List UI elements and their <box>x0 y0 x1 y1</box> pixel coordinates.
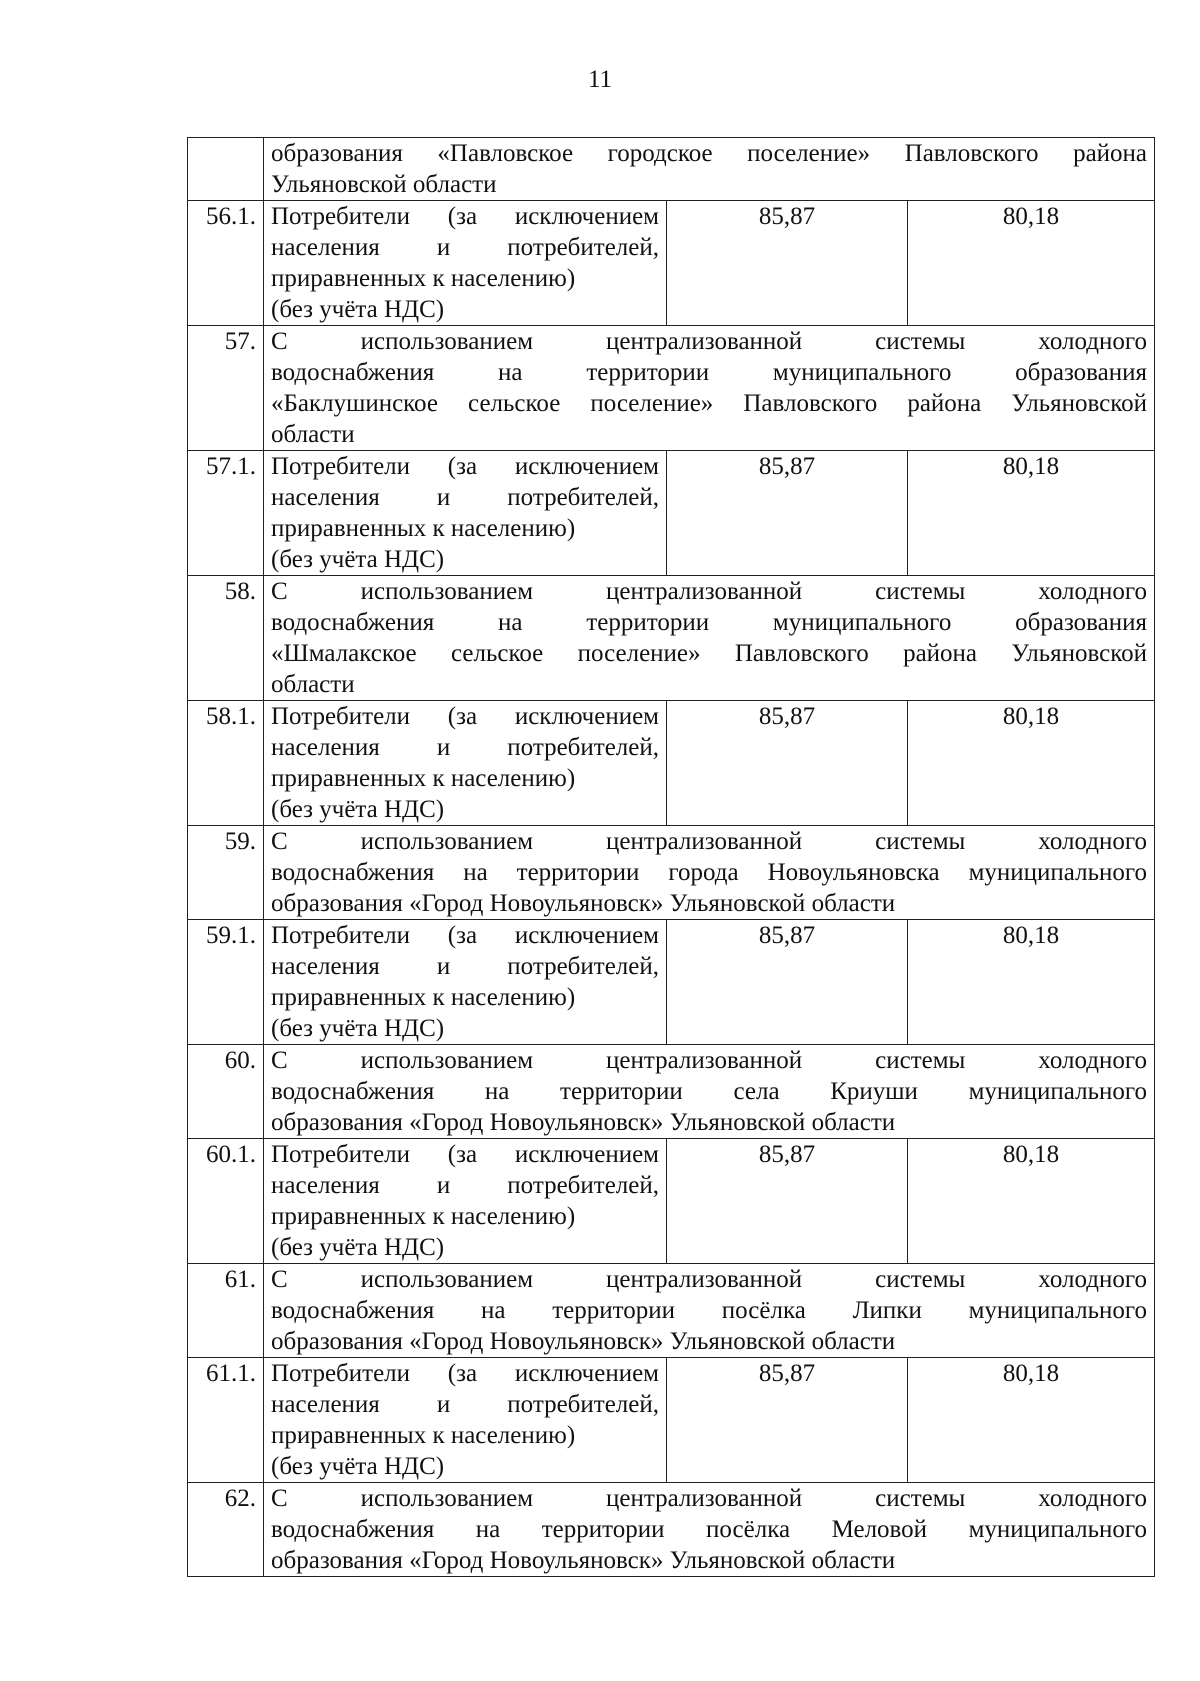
consumer-label-line: населения и потребителей, <box>271 953 659 980</box>
row-number-cell: 57.1. <box>188 451 264 576</box>
consumer-label-line: (без учёта НДС) <box>271 796 445 823</box>
consumer-label-line: населения и потребителей, <box>271 1172 659 1199</box>
consumer-label-line: (без учёта НДС) <box>271 1453 445 1480</box>
table-row <box>188 826 1155 920</box>
table-row <box>188 920 1155 1045</box>
section-header-line: образования «Павловское городское поселение» Павловского района <box>271 140 1148 167</box>
consumer-label-line: Потребители (за исключением <box>271 1141 659 1168</box>
tariff-table <box>187 137 1155 1577</box>
consumer-label-line: (без учёта НДС) <box>271 1015 445 1042</box>
section-header-cell <box>264 326 1155 451</box>
section-header-line: области <box>271 671 355 698</box>
tariff-value-2: 80,18 <box>908 451 1155 576</box>
tariff-value-2: 80,18 <box>908 1139 1155 1264</box>
consumer-label-line: населения и потребителей, <box>271 1391 659 1418</box>
consumer-label-line: населения и потребителей, <box>271 734 659 761</box>
section-header-line: водоснабжения на территории муниципального образования <box>271 359 1148 386</box>
tariff-value-1: 85,87 <box>667 1139 908 1264</box>
row-number-cell: 61. <box>188 1264 264 1358</box>
section-header-line: С использованием централизованной системы холодного <box>271 1266 1148 1293</box>
tariff-value-2: 80,18 <box>908 701 1155 826</box>
page-number: 11 <box>587 66 613 93</box>
table-row <box>188 1483 1155 1577</box>
consumer-label-cell <box>264 1358 667 1483</box>
row-number-cell: 56.1. <box>188 201 264 326</box>
section-header-line: образования «Город Новоульяновск» Ульяновской области <box>271 890 896 917</box>
row-number-cell: 60. <box>188 1045 264 1139</box>
tariff-value-1: 85,87 <box>667 701 908 826</box>
consumer-label-line: приравненных к населению) <box>271 765 576 792</box>
section-header-line: С использованием централизованной системы холодного <box>271 828 1148 855</box>
row-number-cell: 59.1. <box>188 920 264 1045</box>
section-header-line: водоснабжения на территории села Криуши муниципального <box>271 1078 1148 1105</box>
consumer-label-cell <box>264 701 667 826</box>
section-header-cell <box>264 1045 1155 1139</box>
tariff-value-2: 80,18 <box>908 920 1155 1045</box>
row-number-cell: 61.1. <box>188 1358 264 1483</box>
consumer-label-line: (без учёта НДС) <box>271 1234 445 1261</box>
row-number-cell: 58.1. <box>188 701 264 826</box>
consumer-label-line: приравненных к населению) <box>271 265 576 292</box>
section-header-line: образования «Город Новоульяновск» Ульяновской области <box>271 1547 896 1574</box>
consumer-label-line: (без учёта НДС) <box>271 546 445 573</box>
table-row <box>188 451 1155 576</box>
section-header-line: водоснабжения на территории посёлка Меловой муниципального <box>271 1516 1148 1543</box>
table-row <box>188 201 1155 326</box>
tariff-value-1: 85,87 <box>667 920 908 1045</box>
tariff-value-1: 85,87 <box>667 1358 908 1483</box>
row-number-cell: 60.1. <box>188 1139 264 1264</box>
section-header-cell <box>264 826 1155 920</box>
table-row <box>188 138 1155 201</box>
tariff-value-2: 80,18 <box>908 1358 1155 1483</box>
section-header-cell <box>264 138 1155 201</box>
table-row <box>188 576 1155 701</box>
consumer-label-cell <box>264 451 667 576</box>
section-header-line: области <box>271 421 355 448</box>
section-header-line: водоснабжения на территории посёлка Липки муниципального <box>271 1297 1148 1324</box>
table-row <box>188 326 1155 451</box>
section-header-cell <box>264 1483 1155 1577</box>
consumer-label-line: Потребители (за исключением <box>271 453 659 480</box>
consumer-label-line: приравненных к населению) <box>271 1422 576 1449</box>
consumer-label-line: Потребители (за исключением <box>271 203 659 230</box>
section-header-line: образования «Город Новоульяновск» Ульяновской области <box>271 1328 896 1355</box>
section-header-line: водоснабжения на территории города Новоульяновска муниципального <box>271 859 1148 886</box>
table-row <box>188 1264 1155 1358</box>
consumer-label-line: (без учёта НДС) <box>271 296 445 323</box>
consumer-label-line: Потребители (за исключением <box>271 703 659 730</box>
section-header-line: образования «Город Новоульяновск» Ульяновской области <box>271 1109 896 1136</box>
table-row <box>188 701 1155 826</box>
tariff-value-2: 80,18 <box>908 201 1155 326</box>
consumer-label-line: населения и потребителей, <box>271 234 659 261</box>
section-header-line: С использованием централизованной системы холодного <box>271 1047 1148 1074</box>
table-row <box>188 1139 1155 1264</box>
table-row <box>188 1358 1155 1483</box>
consumer-label-line: Потребители (за исключением <box>271 922 659 949</box>
section-header-line: «Шмалакское сельское поселение» Павловского района Ульяновской <box>271 640 1148 667</box>
consumer-label-line: Потребители (за исключением <box>271 1360 659 1387</box>
consumer-label-line: населения и потребителей, <box>271 484 659 511</box>
table-row <box>188 1045 1155 1139</box>
consumer-label-cell <box>264 920 667 1045</box>
section-header-line: С использованием централизованной системы холодного <box>271 578 1148 605</box>
section-header-line: С использованием централизованной системы холодного <box>271 1485 1148 1512</box>
consumer-label-cell <box>264 1139 667 1264</box>
consumer-label-cell <box>264 201 667 326</box>
consumer-label-line: приравненных к населению) <box>271 515 576 542</box>
consumer-label-line: приравненных к населению) <box>271 1203 576 1230</box>
section-header-line: водоснабжения на территории муниципального образования <box>271 609 1148 636</box>
section-header-cell <box>264 1264 1155 1358</box>
row-number-cell: 59. <box>188 826 264 920</box>
row-number-cell <box>188 138 264 201</box>
section-header-line: Ульяновской области <box>271 171 497 198</box>
section-header-line: «Баклушинское сельское поселение» Павловского района Ульяновской <box>271 390 1148 417</box>
tariff-value-1: 85,87 <box>667 201 908 326</box>
row-number-cell: 58. <box>188 576 264 701</box>
row-number-cell: 62. <box>188 1483 264 1577</box>
consumer-label-line: приравненных к населению) <box>271 984 576 1011</box>
row-number-cell: 57. <box>188 326 264 451</box>
section-header-cell <box>264 576 1155 701</box>
tariff-value-1: 85,87 <box>667 451 908 576</box>
section-header-line: С использованием централизованной системы холодного <box>271 328 1148 355</box>
